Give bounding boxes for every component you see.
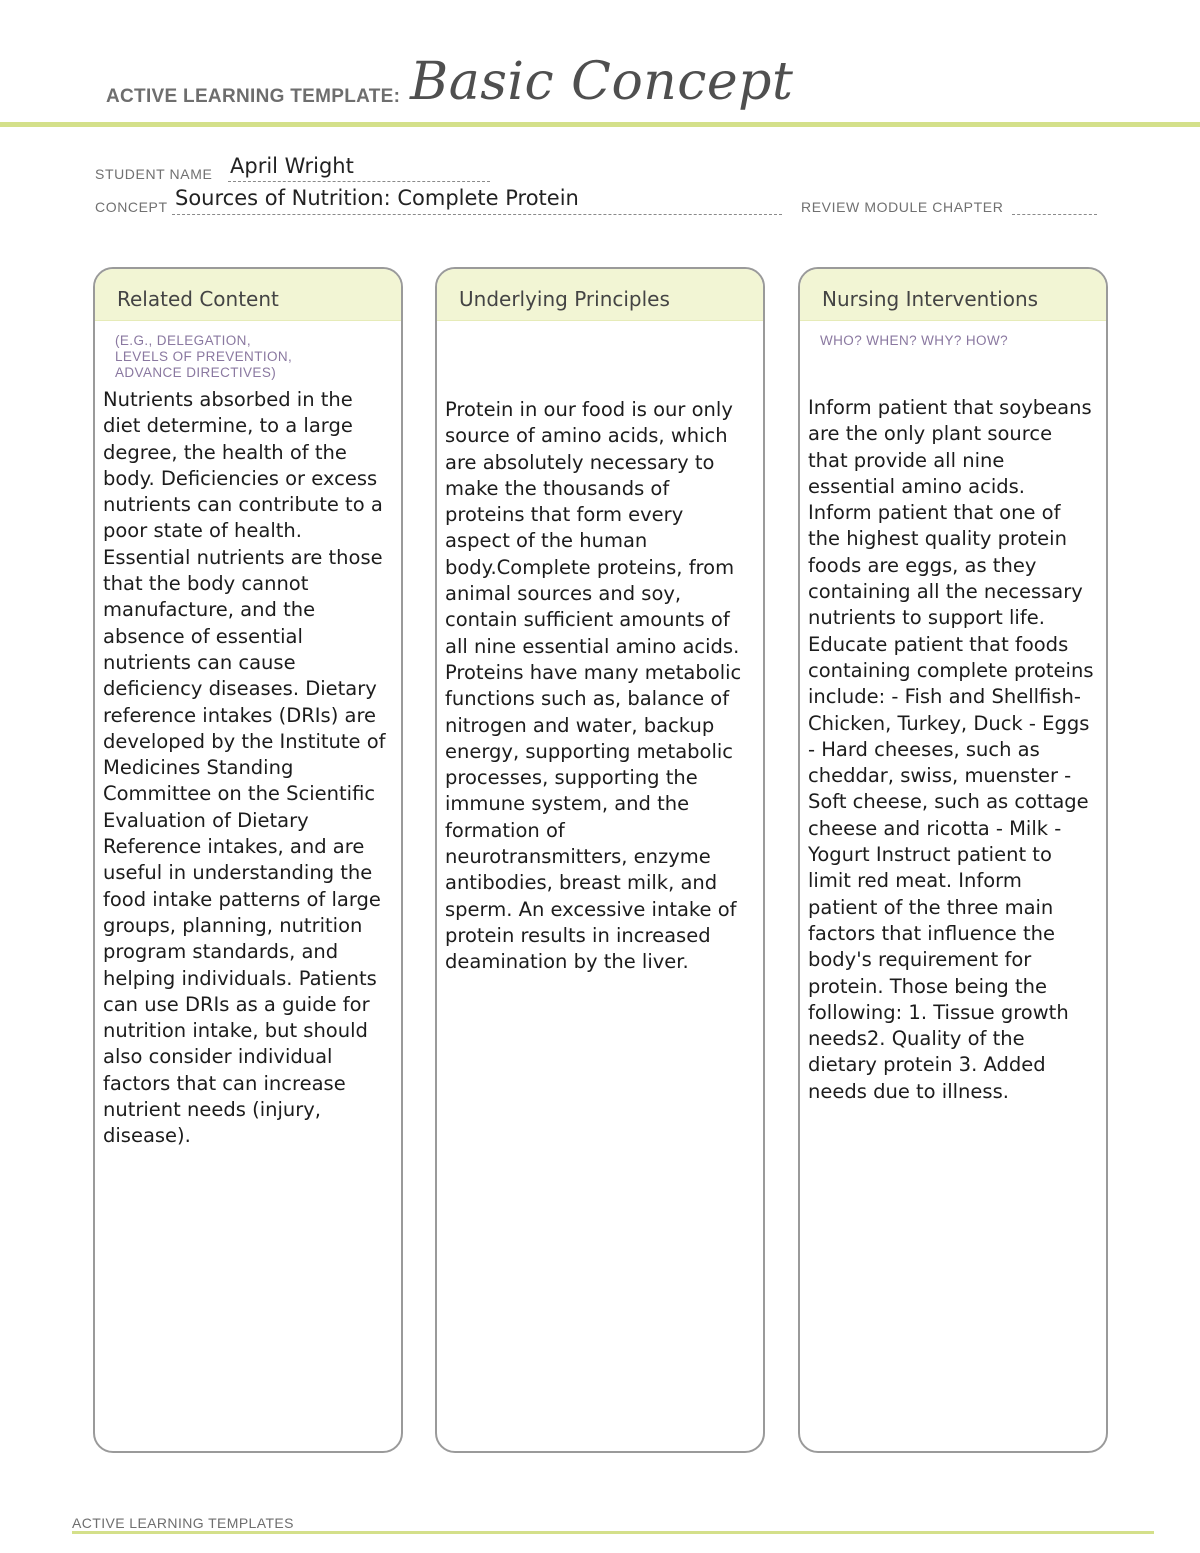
underlying-principles-subheading: [437, 321, 763, 391]
concept-underline: [172, 214, 782, 215]
template-title: Basic Concept: [410, 52, 794, 112]
underlying-principles-header: [437, 269, 763, 321]
template-header: [0, 0, 1200, 135]
related-content-heading: Related Content: [117, 287, 279, 311]
review-module-label: REVIEW MODULE CHAPTER: [801, 199, 1004, 215]
nursing-interventions-heading: Nursing Interventions: [822, 287, 1039, 311]
student-name-field[interactable]: April Wright: [230, 154, 354, 178]
related-content-text[interactable]: Nutrients absorbed in the diet determine, to a large degree, the health of the body. Deficiencies or excess nutrients can contribute to a poor state of health. Essential nutrients are those that the body cannot manufacture, and the absence of essential nutrients can cause deficiency diseases. Dietary reference intakes (DRIs) are developed by the Institute of Medicines Standing Committee on the Scientific Evaluation of Dietary Reference intakes, and are useful in understanding the food intake patterns of large groups, planning, nutrition program standards, and helping individuals. Patients can use DRIs as a guide for nutrition intake, but should also consider individual factors that can increase nutrient needs (injury, disease).: [103, 388, 386, 1148]
underlying-principles-heading: Underlying Principles: [459, 287, 670, 311]
footer-label: ACTIVE LEARNING TEMPLATES: [72, 1515, 294, 1531]
nursing-interventions-subheading: WHO? WHEN? WHY? HOW?: [820, 333, 1009, 348]
template-label: ACTIVE LEARNING TEMPLATE:: [106, 86, 401, 107]
underlying-principles-text[interactable]: Protein in our food is our only source of amino acids, which are absolutely necessary to make the thousands of proteins that form every aspect of the human body.Complete proteins, from animal sources and soy, contain sufficient amounts of all nine essential amino acids. Proteins have many metabolic functions such as, balance of nitrogen and water, backup energy, supporting metabolic processes, supporting the immune system, and the formation of neurotransmitters, enzyme antibodies, breast milk, and sperm. An excessive intake of protein results in increased deamination by the liver.: [445, 398, 742, 974]
footer-divider: [72, 1531, 1154, 1534]
concept-field[interactable]: Sources of Nutrition: Complete Protein: [175, 186, 579, 210]
underlying-principles-panel: [435, 267, 765, 1453]
related-content-header: [95, 269, 401, 321]
concept-label: CONCEPT: [95, 199, 168, 215]
nursing-interventions-text[interactable]: Inform patient that soybeans are the only plant source that provide all nine essential amino acids. Inform patient that one of the highest quality protein foods are eggs, as they containing all the necessary nutrients to support life. Educate patient that foods containing complete proteins include: - Fish and Shellfish- Chicken, Turkey, Duck - Eggs - Hard cheeses, such as cheddar, swiss, muenster - Soft cheese, such as cottage cheese and ricotta - Milk - Yogurt Instruct patient to limit red meat. Inform patient of the three main factors that influence the body's requirement for protein. Those being the following: 1. Tissue growth needs2. Quality of the dietary protein 3. Added needs due to illness.: [808, 396, 1094, 1103]
student-name-underline: [228, 181, 490, 182]
student-name-label: STUDENT NAME: [95, 166, 213, 182]
review-module-underline: [1012, 214, 1097, 215]
related-content-panel: [93, 267, 403, 1453]
related-content-subheading: (E.G., DELEGATION, LEVELS OF PREVENTION, ADVANCE DIRECTIVES): [115, 333, 293, 380]
nursing-interventions-header: [800, 269, 1106, 321]
header-divider: [0, 122, 1200, 127]
nursing-interventions-panel: [798, 267, 1108, 1453]
